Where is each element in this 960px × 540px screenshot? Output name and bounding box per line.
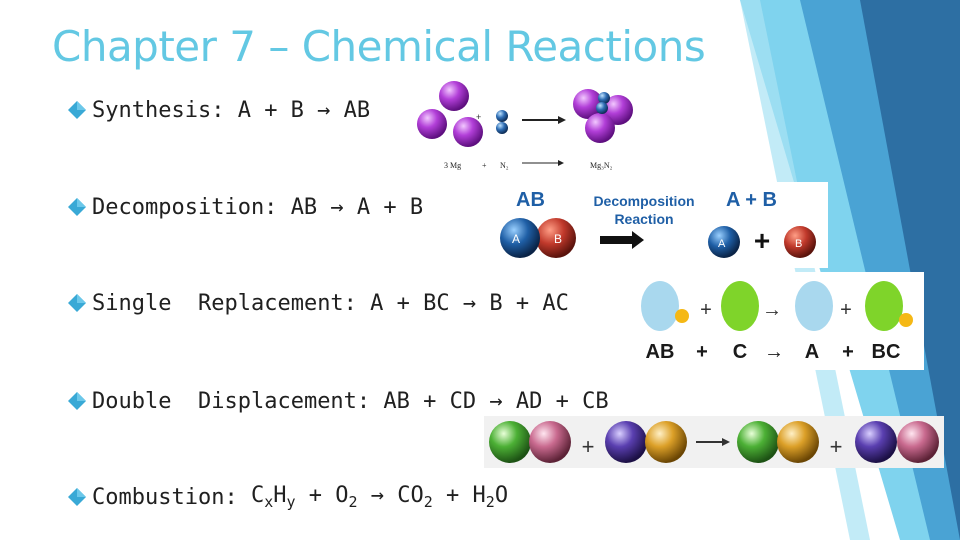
reaction-equation: A + B → AB: [237, 97, 371, 123]
decomposition-figure: [494, 182, 828, 268]
diamond-bullet-icon: [66, 196, 88, 218]
bullet-synthesis: [66, 93, 370, 127]
svg-text:+: +: [840, 299, 852, 321]
atom-orange: [777, 421, 819, 463]
atom-b-yellow: [675, 309, 689, 323]
bullet-double-displacement: [66, 384, 609, 418]
n-atom: [496, 110, 508, 122]
atom-c-green: [865, 281, 903, 331]
bullet-decomposition: [66, 190, 423, 224]
atom-green: [489, 421, 531, 463]
svg-text:3 Mg: 3 Mg: [444, 161, 462, 170]
atom-pink: [529, 421, 571, 463]
svg-text:A: A: [718, 238, 726, 250]
svg-text:AB: AB: [645, 341, 675, 363]
synthesis-figure: [410, 76, 640, 176]
mg-atom: [417, 109, 447, 139]
n-atom: [598, 92, 610, 104]
svg-text:Reaction: Reaction: [614, 211, 674, 227]
mg-atom: [439, 81, 469, 111]
atom-b-yellow: [899, 313, 913, 327]
svg-text:A: A: [804, 341, 820, 363]
svg-text:→: →: [762, 299, 782, 321]
n-atom: [596, 102, 608, 114]
svg-text:AB: AB: [516, 189, 545, 211]
diamond-bullet-icon: [66, 292, 88, 314]
reaction-name: Double: [92, 388, 172, 414]
svg-text:Decomposition: Decomposition: [593, 193, 695, 209]
reaction-name: Decomposition:: [92, 194, 278, 220]
svg-text:Mg₃N₂: Mg₃N₂: [590, 161, 613, 170]
atom-c-green: [721, 281, 759, 331]
svg-text:→: →: [764, 341, 784, 363]
atom-a-light-blue: [795, 281, 833, 331]
diamond-bullet-icon: [66, 486, 88, 508]
reaction-equation: Replacement: A + BC → B + AC: [197, 290, 569, 316]
svg-text:C: C: [732, 341, 748, 363]
reaction-name: Synthesis:: [92, 97, 225, 123]
mg-atom: [585, 113, 615, 143]
svg-text:BC: BC: [871, 341, 901, 363]
svg-text:A: A: [512, 232, 521, 246]
bullet-single-replacement: [66, 286, 569, 320]
atom-purple: [605, 421, 647, 463]
svg-text:+: +: [482, 161, 487, 170]
atom-green: [737, 421, 779, 463]
svg-text:+: +: [700, 299, 712, 321]
svg-text:+: +: [842, 341, 854, 363]
reaction-equation: Displacement: AB + CD → AD + CB: [197, 388, 609, 414]
atom-pink: [897, 421, 939, 463]
slide-title: Chapter 7 – Chemical Reactions: [52, 22, 706, 71]
svg-text:+: +: [829, 434, 843, 459]
reaction-name: Single: [92, 290, 172, 316]
single-replacement-figure: [628, 272, 924, 370]
svg-text:+: +: [696, 341, 708, 363]
diamond-bullet-icon: [66, 99, 88, 121]
diamond-bullet-icon: [66, 390, 88, 412]
svg-text:+: +: [476, 112, 482, 122]
bullet-combustion: [66, 480, 508, 514]
svg-text:+: +: [753, 225, 771, 256]
atom-purple: [855, 421, 897, 463]
svg-text:B: B: [554, 232, 563, 246]
svg-text:+: +: [581, 434, 595, 459]
svg-text:A + B: A + B: [726, 189, 777, 211]
reaction-equation: AB → A + B: [290, 194, 424, 220]
reaction-name: Combustion:: [92, 484, 238, 510]
atom-orange: [645, 421, 687, 463]
reaction-equation: $C_xH_y + O_2 \to CO_2 + H_2O$: [250, 483, 509, 511]
double-displacement-figure: [484, 416, 944, 468]
atom-a-light-blue: [641, 281, 679, 331]
svg-text:B: B: [795, 238, 803, 250]
n-atom: [496, 122, 508, 134]
svg-text:N₂: N₂: [500, 161, 509, 170]
